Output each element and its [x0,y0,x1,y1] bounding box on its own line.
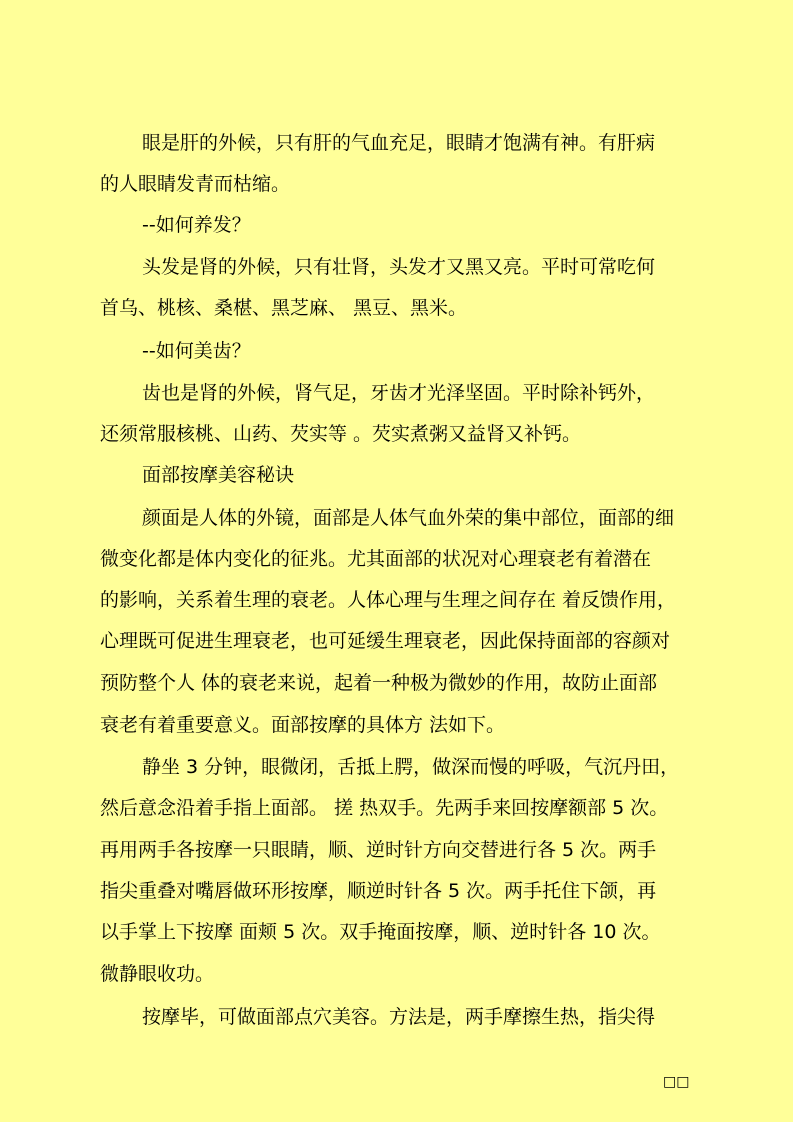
text-line: 颜面是人体的外镜，面部是人体气血外荣的集中部位，面部的细 [142,507,675,529]
page-number: □□ [663,1074,690,1090]
text-line: 衰老有着重要意义。面部按摩的具体方 法如下。 [100,714,506,736]
text-line: 眼是肝的外候，只有肝的气血充足，眼睛才饱满有神。有肝病 [142,132,656,154]
text-line: 按摩毕，可做面部点穴美容。方法是，两手摩擦生热，指尖得 [142,1006,656,1028]
text-line: 预防整个人 体的衰老来说，起着一种极为微妙的作用，故防止面部 [100,672,658,694]
text-line: 微变化都是体内变化的征兆。尤其面部的状况对心理衰老有着潜在 [100,548,652,570]
text-line: --如何养发？ [142,214,251,236]
text-line: 还须常服核桃、山药、芡实等 。芡实煮粥又益肾又补钙。 [100,423,582,445]
text-line: 头发是肾的外候，只有壮肾，头发才又黑又亮。平时可常吃何 [142,256,656,278]
text-line: 指尖重叠对嘴唇做环形按摩，顺逆时针各 5 次。两手托住下颌，再 [100,880,657,902]
text-line: --如何美齿？ [142,340,251,362]
text-line: 心理既可促进生理衰老，也可延缓生理衰老，因此保持面部的容颜对 [100,630,671,652]
text-line: 微静眼收功。 [100,963,215,985]
text-line: 然后意念沿着手指上面部。 搓 热双手。先两手来回按摩额部 5 次。 [100,797,669,819]
text-line: 再用两手各按摩一只眼睛，顺、逆时针方向交替进行各 5 次。两手 [100,839,657,861]
section-heading: 面部按摩美容秘诀 [142,464,295,486]
text-line: 静坐 3 分钟，眼微闭，舌抵上腭，做深而慢的呼吸，气沉丹田， [142,756,680,778]
text-line: 以手掌上下按摩 面颊 5 次。双手掩面按摩，顺、逆时针各 10 次。 [100,921,661,943]
text-line: 的人眼睛发青而枯缩。 [100,173,291,195]
text-line: 的影响，关系着生理的衰老。人体心理与生理之间存在 着反馈作用， [100,589,677,611]
text-line: 首乌、桃核、桑椹、黑芝麻、 黑豆、黑米。 [100,297,468,319]
text-line: 齿也是肾的外候，肾气足，牙齿才光泽坚固。平时除补钙外， [142,382,656,404]
